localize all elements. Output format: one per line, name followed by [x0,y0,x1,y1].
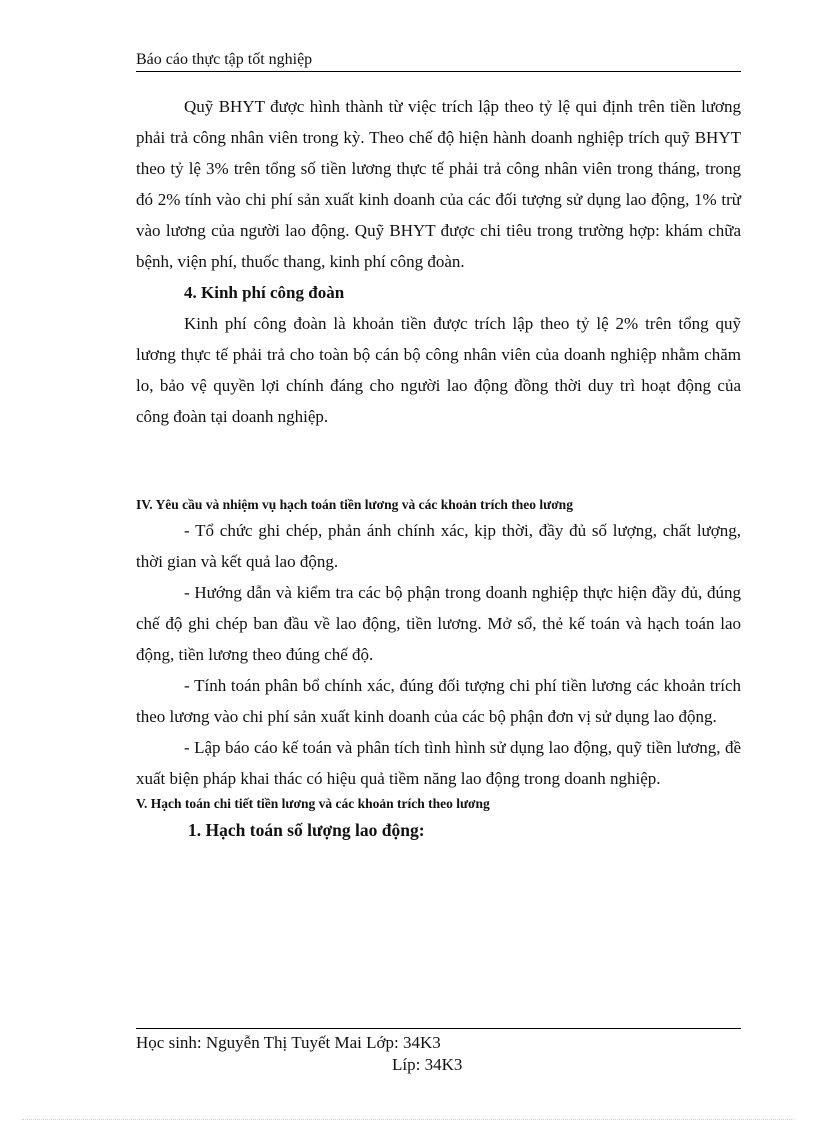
page-header: Báo cáo thực tập tốt nghiệp [136,51,313,68]
page-body [136,91,741,846]
bhyt-paragraph: Quỹ BHYT được hình thành từ việc trích lập theo tỷ lệ qui định trên tiền lương phải trả công nhân viên trong kỳ. Theo chế độ hiện hành doanh nghiệp trích quỹ BHYT theo tỷ lệ 3% trên tổng số tiền lương thực tế phải trả công nhân viên trong tháng, trong đó 2% tính vào chi phí sản xuất kinh doanh của các đối tượng sử dụng lao động, 1% trừ vào lương của người lao động. Quỹ BHYT được chi tiêu trong trường hợp: khám chữa bệnh, viện phí, thuốc thang, kinh phí công đoàn. [136,97,741,271]
footer-student-info: Học sinh: Nguyễn Thị Tuyết Mai Lớp: 34K3 [136,1033,441,1052]
kpcd-heading: 4. Kinh phí công đoàn [184,283,345,302]
spacer [136,432,741,495]
section-v-heading: V. Hạch toán chi tiết tiền lương và các khoản trích theo lương [136,796,490,811]
kpcd-paragraph: Kinh phí công đoàn là khoản tiền được trích lập theo tỷ lệ 2% trên tổng quỹ lương thực tế phải trả cho toàn bộ cán bộ công nhân viên của doanh nghiệp nhằm chăm lo, bảo vệ quyền lợi chính đáng cho người lao động đồng thời duy trì hoạt động của công đoàn tại doanh nghiệp. [136,314,741,426]
section-v-subheading: 1. Hạch toán số lượng lao động: [188,820,425,840]
section-iv-item-4: - Lập báo cáo kế toán và phân tích tình hình sử dụng lao động, quỹ tiền lương, đề xuất biện pháp khai thác có hiệu quả tiềm năng lao động trong doanh nghiệp. [136,738,741,788]
footer-class-info: Líp: 34K3 [392,1055,463,1074]
section-iv-item-1: - Tổ chức ghi chép, phản ánh chính xác, kịp thời, đầy đủ số lượng, chất lượng, thời gian và kết quả lao động. [136,521,741,571]
header-divider [136,71,741,72]
footer-divider [136,1028,741,1029]
section-iv-item-2: - Hướng dẫn và kiểm tra các bộ phận trong doanh nghiệp thực hiện đầy đủ, đúng chế độ ghi chép ban đầu về lao động, tiền lương. Mở sổ, thẻ kế toán và hạch toán lao động, tiền lương theo đúng chế độ. [136,583,741,664]
section-iv-item-3: - Tính toán phân bổ chính xác, đúng đối tượng chi phí tiền lương các khoản trích theo lương vào chi phí sản xuất kinh doanh của các bộ phận đơn vị sử dụng lao động. [136,676,741,726]
page-boundary [22,1119,794,1120]
section-iv-heading: IV. Yêu cầu và nhiệm vụ hạch toán tiền lương và các khoản trích theo lương [136,497,573,512]
